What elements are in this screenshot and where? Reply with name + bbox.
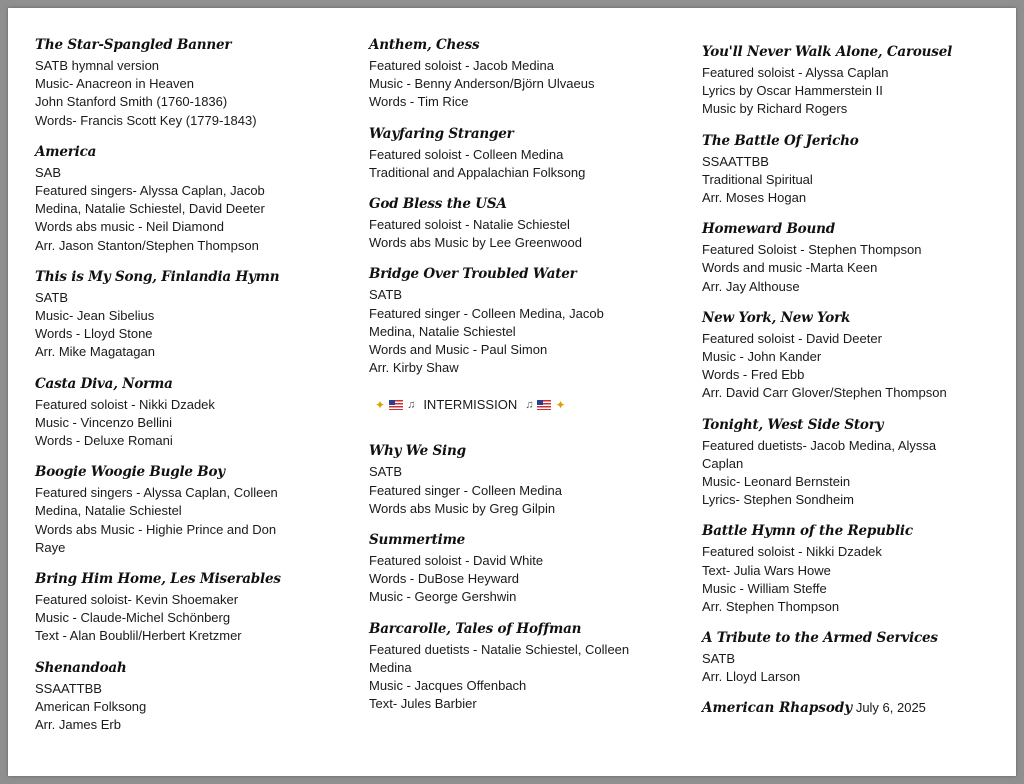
piece-detail-line: Featured soloist - Jacob Medina xyxy=(369,58,554,73)
program-column-2 xyxy=(369,36,669,726)
piece-detail-line: Medina, Natalie Schiestel xyxy=(35,503,182,519)
piece-detail-line: SAB xyxy=(35,164,62,180)
piece-detail-line: SATB xyxy=(702,651,735,667)
program-piece xyxy=(35,570,335,646)
program-piece xyxy=(369,531,669,607)
program-piece xyxy=(369,265,669,377)
program-footer xyxy=(702,700,1002,716)
piece-detail-line: Arr. Mike Magatagan xyxy=(35,344,155,360)
piece-detail-line: Featured singers- Alyssa Caplan, Jacob xyxy=(35,183,265,199)
piece-detail-line: Text- Julia Wars Howe xyxy=(702,562,831,578)
sparkles-icon: ✦ xyxy=(375,397,386,412)
piece-detail-line: Words and music -Marta Keen xyxy=(702,260,878,276)
piece-detail-line: Words - Lloyd Stone xyxy=(35,326,153,342)
piece-detail-line: Words abs Music by Greg Gilpin xyxy=(369,500,556,516)
piece-detail-line: Music - Jacques Offenbach xyxy=(369,678,527,694)
piece-detail-line: Lyrics- Stephen Sondheim xyxy=(702,492,854,508)
piece-detail-line: Words and Music - Paul Simon xyxy=(369,342,548,358)
piece-detail-line: Words abs Music - Highie Prince and Don xyxy=(35,521,277,537)
piece-detail-line: Music- Jean Sibelius xyxy=(35,308,155,324)
program-piece xyxy=(702,132,1002,208)
program-piece xyxy=(702,220,1002,296)
music-notes-icon: ♫ xyxy=(407,398,416,411)
piece-detail-line: Traditional and Appalachian Folksong xyxy=(369,164,586,180)
piece-detail-line: Medina, Natalie Schiestel xyxy=(369,323,516,339)
piece-detail-line: Arr. Jay Althouse xyxy=(702,278,800,294)
program-piece xyxy=(35,268,335,362)
piece-title: Shenandoah xyxy=(35,659,127,676)
program-piece xyxy=(35,375,335,451)
piece-title: Homeward Bound xyxy=(702,221,835,238)
program-piece xyxy=(702,309,1002,403)
concert-title: American Rhapsody xyxy=(702,699,853,716)
piece-detail-line: Arr. James Erb xyxy=(35,717,121,733)
piece-detail-line: Music- Leonard Bernstein xyxy=(702,474,851,490)
piece-detail-line: Music - Claude-Michel Schönberg xyxy=(35,610,231,626)
piece-detail-line: Lyrics by Oscar Hammerstein II xyxy=(702,83,883,99)
piece-detail-line: Arr. Lloyd Larson xyxy=(702,669,801,685)
piece-detail-line: Traditional Spiritual xyxy=(702,171,813,187)
piece-detail-line: Raye xyxy=(35,539,66,555)
program-piece xyxy=(369,195,669,252)
piece-title: Bridge Over Troubled Water xyxy=(369,266,577,283)
piece-detail-line: Words - Deluxe Romani xyxy=(35,433,173,449)
piece-detail-line: Featured soloist - Nikki Dzadek xyxy=(702,544,882,560)
piece-title: Summertime xyxy=(369,532,466,549)
piece-detail-line: Featured singer - Colleen Medina xyxy=(369,482,562,498)
piece-detail-line: Arr. Jason Stanton/Stephen Thompson xyxy=(35,237,259,253)
piece-detail-line: Arr. Kirby Shaw xyxy=(369,360,459,376)
piece-detail-line: Music - George Gershwin xyxy=(369,589,517,605)
program-piece xyxy=(702,629,1002,686)
piece-title: God Bless the USA xyxy=(369,196,507,213)
piece-detail-line: Music- Anacreon in Heaven xyxy=(35,76,194,92)
piece-title: Anthem, Chess xyxy=(369,37,480,53)
piece-detail-line: SATB xyxy=(35,289,68,305)
piece-title: Why We Sing xyxy=(369,443,466,460)
piece-title: Tonight, West Side Story xyxy=(702,416,884,433)
sparkles-icon: ✦ xyxy=(555,397,566,412)
piece-detail-line: Words abs music - Neil Diamond xyxy=(35,219,225,235)
piece-title: The Battle Of Jericho xyxy=(702,132,859,149)
music-notes-icon: ♫ xyxy=(525,398,534,411)
program-piece xyxy=(35,463,335,557)
piece-detail-line: Medina, Natalie Schiestel, David Deeter xyxy=(35,201,265,217)
piece-detail-line: Arr. David Carr Glover/Stephen Thompson xyxy=(702,385,947,401)
piece-title: Bring Him Home, Les Miserables xyxy=(35,571,281,588)
piece-detail-line: SATB xyxy=(369,287,402,303)
piece-detail-line: Words abs Music by Lee Greenwood xyxy=(369,235,582,251)
piece-detail-line: Words - Fred Ebb xyxy=(702,367,805,383)
piece-title: A Tribute to the Armed Services xyxy=(702,630,938,647)
program-piece xyxy=(369,36,669,112)
piece-detail-line: SSAATTBB xyxy=(702,153,769,169)
piece-detail-line: Arr. Moses Hogan xyxy=(702,190,807,206)
program-piece xyxy=(369,125,669,182)
piece-detail-line: Featured soloist - Colleen Medina xyxy=(369,146,564,162)
program-column-3 xyxy=(702,43,1002,716)
piece-detail-line: Text - Alan Boublil/Herbert Kretzmer xyxy=(35,628,242,644)
piece-title: Barcarolle, Tales of Hoffman xyxy=(369,620,582,637)
piece-detail-line: Music - Benny Anderson/Björn Ulvaeus xyxy=(369,76,595,92)
piece-detail-line: Featured Soloist - Stephen Thompson xyxy=(702,242,922,258)
piece-detail-line: Featured soloist- Kevin Shoemaker xyxy=(35,592,239,608)
piece-detail-line: Featured soloist - Natalie Schiestel xyxy=(369,217,570,233)
us-flag-icon xyxy=(537,400,551,410)
piece-detail-line: Text- Jules Barbier xyxy=(369,696,477,712)
intermission-divider xyxy=(375,397,669,412)
piece-detail-line: SATB xyxy=(369,464,402,480)
us-flag-icon xyxy=(389,400,403,410)
concert-date: July 6, 2025 xyxy=(855,699,926,715)
piece-detail-line: Featured soloist - David White xyxy=(369,553,544,569)
piece-detail-line: Featured duetists - Natalie Schiestel, Colleen xyxy=(369,641,630,657)
program-piece xyxy=(35,36,335,130)
piece-detail-line: American Folksong xyxy=(35,698,147,714)
program-piece xyxy=(702,522,1002,616)
piece-detail-line: Music - William Steffe xyxy=(702,580,827,596)
piece-detail-line: Featured soloist - David Deeter xyxy=(702,330,882,346)
piece-detail-line: SSAATTBB xyxy=(35,680,102,696)
program-piece xyxy=(35,659,335,735)
piece-title: Battle Hymn of the Republic xyxy=(702,523,913,540)
piece-detail-line: Medina xyxy=(369,659,412,675)
piece-detail-line: Music - Vincenzo Bellini xyxy=(35,414,173,430)
piece-detail-line: Featured singer - Colleen Medina, Jacob xyxy=(369,305,604,321)
piece-detail-line: Featured singers - Alyssa Caplan, Colleen xyxy=(35,485,278,501)
program-piece xyxy=(702,43,1002,119)
piece-title: Casta Diva, Norma xyxy=(35,375,173,392)
piece-title: The Star-Spangled Banner xyxy=(35,37,232,53)
piece-title: America xyxy=(35,143,97,160)
piece-detail-line: Words - DuBose Heyward xyxy=(369,571,520,587)
piece-title: Wayfaring Stranger xyxy=(369,125,514,142)
program-column-1 xyxy=(35,36,335,747)
piece-detail-line: Arr. Stephen Thompson xyxy=(702,599,840,615)
program-piece xyxy=(35,143,335,255)
piece-detail-line: Featured soloist - Nikki Dzadek xyxy=(35,396,215,412)
intermission-label: INTERMISSION xyxy=(423,397,518,413)
piece-detail-line: John Stanford Smith (1760-1836) xyxy=(35,94,228,110)
piece-title: You'll Never Walk Alone, Carousel xyxy=(702,44,953,60)
piece-detail-line: SATB hymnal version xyxy=(35,58,160,73)
piece-detail-line: Featured soloist - Alyssa Caplan xyxy=(702,65,889,80)
piece-detail-line: Featured duetists- Jacob Medina, Alyssa xyxy=(702,437,937,453)
piece-title: Boogie Woogie Bugle Boy xyxy=(35,464,225,481)
piece-title: This is My Song, Finlandia Hymn xyxy=(35,268,280,285)
piece-detail-line: Music - John Kander xyxy=(702,349,822,365)
piece-detail-line: Words - Tim Rice xyxy=(369,94,469,110)
piece-detail-line: Caplan xyxy=(702,455,744,471)
piece-detail-line: Music by Richard Rogers xyxy=(702,101,848,117)
program-piece xyxy=(369,442,669,518)
program-page xyxy=(8,8,1016,776)
program-piece xyxy=(369,620,669,714)
piece-detail-line: Words- Francis Scott Key (1779-1843) xyxy=(35,112,257,128)
piece-title: New York, New York xyxy=(702,309,851,326)
program-piece xyxy=(702,416,1002,510)
